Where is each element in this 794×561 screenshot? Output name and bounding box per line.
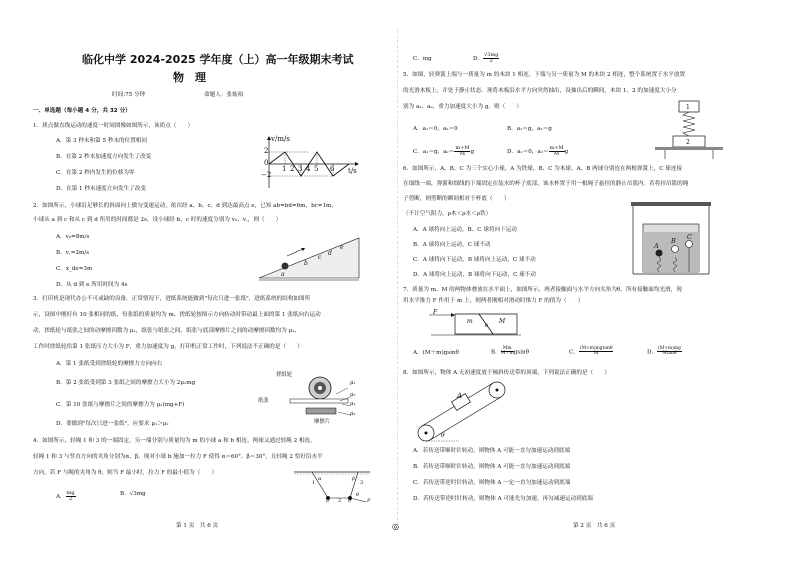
q1-graph-ylabel: v/m/s <box>271 135 290 143</box>
fraction: $\frac{m+M}{M}$ <box>455 145 470 157</box>
q4-stem-line: 轻绳 1 和 3 与竖直方向的夹角分别为α、β，现对小球 b 施加一拉力 F 使得 α＝60°、β＝30°，且轻绳 2 恰好沿水平 <box>33 454 323 460</box>
q6-label-b: B <box>671 237 676 245</box>
q7-option-a[interactable]: A．(M＋m)gsinθ <box>413 350 459 356</box>
exam-title: 临化中学 2024-2025 学年度（上）高一年级期末考试 <box>82 53 354 66</box>
q4-option-d[interactable]: D． $\frac{√3mg}{2}$ <box>473 52 499 64</box>
q1-stem: 1．质点做直线运动的速度一时间图像如图所示，该质点（ ） <box>33 123 194 129</box>
q2-option-d[interactable]: D．从 d 到 e 所用时间为 4s <box>56 282 128 288</box>
q4-label-alpha: α <box>318 476 322 482</box>
q4-label-beta: β <box>352 476 355 482</box>
q5-stem-line: 别为 a₁、a₂，重力加速度大小为 g。则（ ） <box>403 104 522 110</box>
q7-option-c[interactable]: C． $\frac{(M+m)mgtan\theta}{M}$ <box>569 346 613 357</box>
q5-option-c[interactable]: C．a₁＝g，a₂＝ $\frac{m+M}{M}$ g <box>413 145 475 157</box>
q4-label-b: b <box>348 498 352 504</box>
q4-label-rope1: 1 <box>312 480 316 486</box>
q3-label-mu: μ₁ <box>350 380 356 386</box>
fraction: $\frac{mg}{2}$ <box>66 490 75 502</box>
q2-label-c: c <box>318 254 322 261</box>
q7-label-m: m <box>467 318 473 325</box>
exam-time: 时间:75 分钟 <box>112 92 146 98</box>
q7-option-b[interactable]: B． $\frac{Mm}{M+m}$ gsinθ <box>491 346 529 357</box>
q4-label-rope3: 3 <box>360 480 364 486</box>
q8-option-b[interactable]: B．若传送带顺时针转动，则物体 A 可能一直匀加速运动到底端 <box>413 464 571 470</box>
q7-label-f: F <box>433 309 438 316</box>
q1-graph-ytick: 2 <box>264 147 269 155</box>
q3-option-d[interactable]: D．要做到"每次只进一张纸"，应要求 μ₁＞μ₂ <box>56 421 169 427</box>
q5-option-b[interactable]: B．a₁＝g，a₂＝g <box>507 126 552 132</box>
q1-option-d[interactable]: D．在第 1 秒末速度方向发生了改变 <box>56 186 146 192</box>
q2-stem-line: 小球从 a 到 c 和从 c 到 d 所用的时间都是 2s，设小球经 b、c 时的速度分别为 v₀、v꜀，则（ ） <box>33 217 282 223</box>
q3-label-mu: μ₂ <box>350 401 356 407</box>
q3-option-c[interactable]: C．第 10 张纸与摩擦片之间的摩擦力为 μ₂(mg+F) <box>56 402 185 408</box>
q2-option-c[interactable]: C．x_de=3m <box>56 266 93 272</box>
q1-graph-xtick: 6 <box>330 165 335 173</box>
subject-title: 物 理 <box>173 71 206 84</box>
fraction: $\frac{m+M}{M}$ <box>549 145 564 157</box>
q6-stem-line: 6．如图所示，A、B、C 为三个实心小球，A 为铁球，B、C 为木球。A、B 两球分别连在两根弹簧上，C 球连接 <box>403 166 683 172</box>
q2-label-a: a <box>281 271 285 278</box>
q2-label-d: d <box>328 250 332 257</box>
q5-option-a[interactable]: A．a₁＝0，a₂＝0 <box>413 126 458 132</box>
q1-graph-ytick: 0 <box>264 159 269 167</box>
q4-stem-line: 方向，若 F 与绳的夹角为 θ，则当 F 最小时，拉力 F 的最小值为（ ） <box>33 470 218 476</box>
q3-label-roller: 搓纸轮 <box>276 372 293 378</box>
fraction: $\frac{(M+m)mgtan\theta}{M}$ <box>579 346 613 357</box>
q3-option-b[interactable]: B．第 2 张纸受到第 3 张纸之间的摩擦力大小为 2μ₂mg <box>56 380 196 386</box>
q4-rope-diagram <box>292 470 372 506</box>
q3-stem-line: 工作时搓纸轮给第 1 张纸压力大小为 F，重力加速度为 g，打印机正常工作时，下列说法不正确的是（ ） <box>33 344 303 350</box>
q5-label-block2: 2 <box>686 139 690 146</box>
q3-option-a[interactable]: A．第 1 张纸受到搓纸轮的摩擦力方向向右 <box>56 361 163 367</box>
q1-graph-xlabel: t/s <box>348 167 357 175</box>
fraction: $\frac{√3mg}{2}$ <box>484 52 499 64</box>
q3-stem-line: 示，设图中刚好有 10 张相同的纸，每张纸的质量均为 m，搓纸轮按图示方向转动时带动最上面的第 1 张纸向右运动 <box>33 312 321 318</box>
left-footer: 第 1 页 共 6 页 <box>176 523 219 529</box>
q6-stem-line: 子剪断，则剪断的瞬间相对于杯底（ ） <box>403 196 510 202</box>
q4-label-f: F <box>367 498 371 504</box>
q7-label-bigm: M <box>499 318 506 325</box>
q6-label-c: C <box>687 233 692 241</box>
q3-label-mu: μ₂ <box>350 411 356 417</box>
q8-option-d[interactable]: D．若传送带逆时针转动，则物体 A 可能先匀加速，再匀减速运动到底端 <box>413 496 593 502</box>
q6-stem-line: （不计空气阻力，ρ木＜ρ水＜ρ铁） <box>403 211 492 217</box>
q7-label-theta: θ <box>485 323 489 329</box>
q6-label-a: A <box>654 242 659 250</box>
q8-conveyor-diagram <box>413 378 513 444</box>
q2-option-b[interactable]: B．v꜀=2m/s <box>56 250 90 256</box>
q7-blocks-diagram <box>427 312 523 338</box>
q2-incline-diagram <box>255 234 365 282</box>
q1-graph-xtick: 4 <box>306 165 311 173</box>
q5-label-block1: 1 <box>686 104 690 111</box>
q8-label-a: A <box>457 392 463 400</box>
fraction: $\frac{(M+m)mg}{Mtan\theta}$ <box>658 346 681 357</box>
q1-option-c[interactable]: C．在第 2 秒内发生的位移为零 <box>56 170 135 176</box>
q3-stem-line: 动，搓纸轮与纸张之间的动摩擦因数为 μ₁，纸张与纸张之间、纸张与底部摩擦片之间的动摩擦因数均为 μ₂， <box>33 328 301 334</box>
q4-option-c[interactable]: C．mg <box>413 56 432 62</box>
q6-option-a[interactable]: A．A 球将向上运动，B、C 球将向下运动 <box>413 227 517 233</box>
q3-label-paper: 纸张 <box>258 398 269 404</box>
right-page <box>397 0 794 561</box>
q1-vt-graph <box>255 136 365 192</box>
q2-stem-line: 2．如图所示，小球沿足够长的斜面向上做匀变速运动，依次经 a、b、c、d 到达最高点 e，已知 ab=bd=6m，bc=1m， <box>33 203 337 209</box>
q5-option-d[interactable]: D．a₁＝0，a₂＝ $\frac{m+M}{M}$ g <box>507 145 569 157</box>
fraction: $\frac{Mm}{M+m}$ <box>500 346 514 357</box>
q4-option-a[interactable]: A． $\frac{mg}{2}$ <box>56 490 75 502</box>
q1-option-a[interactable]: A．第 3 秒末和第 5 秒末的位置相同 <box>56 138 147 144</box>
q1-graph-ytick: −2 <box>261 171 272 179</box>
q8-option-a[interactable]: A．若传送带顺时针转动，则物体 A 可能一直匀加速运动到底端 <box>413 448 571 454</box>
q8-stem: 8．如图所示，物体 A 无初速度放于倾斜传送带的顶端，下列说法正确的是（ ） <box>403 370 610 376</box>
q2-label-b: b <box>304 260 308 267</box>
q1-graph-xtick: 3 <box>298 165 303 173</box>
section-heading: 一、单选题（每小题 4 分，共 32 分） <box>33 108 131 114</box>
q7-option-d[interactable]: D． $\frac{(M+m)mg}{Mtan\theta}$ <box>647 346 681 357</box>
q6-option-c[interactable]: C．A 球将向下运动，B 球将向上运动，C 球不动 <box>413 257 536 263</box>
q4-stem-line: 4．如图所示，轻绳 1 和 3 的一端固定，另一端分别与质量均为 m 的小球 a 和 b 相连，两球又通过轻绳 2 相连， <box>33 438 316 444</box>
q5-stem-line: 5．如图，轻弹簧上端与一质量为 m 的木块 1 相连，下端与另一质量为 M 的木块 2 相连，整个系统置于水平放置 <box>403 72 686 78</box>
q7-stem-line: 用水平推力 F 作用于 m 上，则两者刚相对滑动时推力 F 的值为（ ） <box>403 298 584 304</box>
q4-label-rope2: 2 <box>338 498 342 504</box>
exam-author: 命题人：张灿裕 <box>204 92 244 98</box>
q5-stem-line: 的光滑木板上，并处于静止状态。现将木板沿水平方向突然抽出，设抽出后的瞬间，木块 1、2 的加速度大小分 <box>403 88 677 94</box>
q7-stem-line: 7．质量为 m、M 的两物体叠放在水平面上，如图所示，两者接触面与水平方向夹角为θ，所有接触面均光滑，现 <box>403 287 682 293</box>
q8-option-c[interactable]: C．若传送带逆时针转动，则物体 A 一定一直匀加速运动到底端 <box>413 480 571 486</box>
q3-label-pad: 摩擦片 <box>314 419 331 425</box>
q6-option-d[interactable]: D．A 球将向上运动，B 球将向下运动，C 球不动 <box>413 272 536 278</box>
q3-label-mu: μ₂ <box>350 392 356 398</box>
q4-option-b[interactable]: B．√3mg <box>120 491 146 497</box>
right-footer: 第 2 页 共 6 页 <box>573 523 616 529</box>
q1-option-b[interactable]: B．在第 2 秒末加速度方向发生了改变 <box>56 154 152 160</box>
q4-label-theta: θ <box>356 492 360 498</box>
q6-stem-line: 在细线一端，弹簧和细线的下端固定在装水的杯子底部，该水杯置于用一根绳子悬挂的静止吊篮内。若将挂吊篮的绳 <box>403 181 689 187</box>
q6-option-b[interactable]: B．A 球将向上运动，C 球不动 <box>413 242 491 248</box>
q1-graph-xtick: 1 <box>282 165 287 173</box>
q3-stem-line: 3．打印机是现代办公不可或缺的设备，正常情况下，进纸系统能做到"每次只进一张纸"，进纸系统的结构如图所 <box>33 296 311 302</box>
q2-label-e: e <box>340 244 344 251</box>
q2-option-a[interactable]: A．v₀=8m/s <box>56 234 90 240</box>
q1-graph-xtick: 2 <box>290 165 295 173</box>
q1-graph-xtick: 5 <box>314 165 319 173</box>
q8-label-theta: θ <box>441 432 445 439</box>
q4-label-a: a <box>326 498 329 504</box>
binding-hole-icon: ◎ <box>392 522 399 531</box>
